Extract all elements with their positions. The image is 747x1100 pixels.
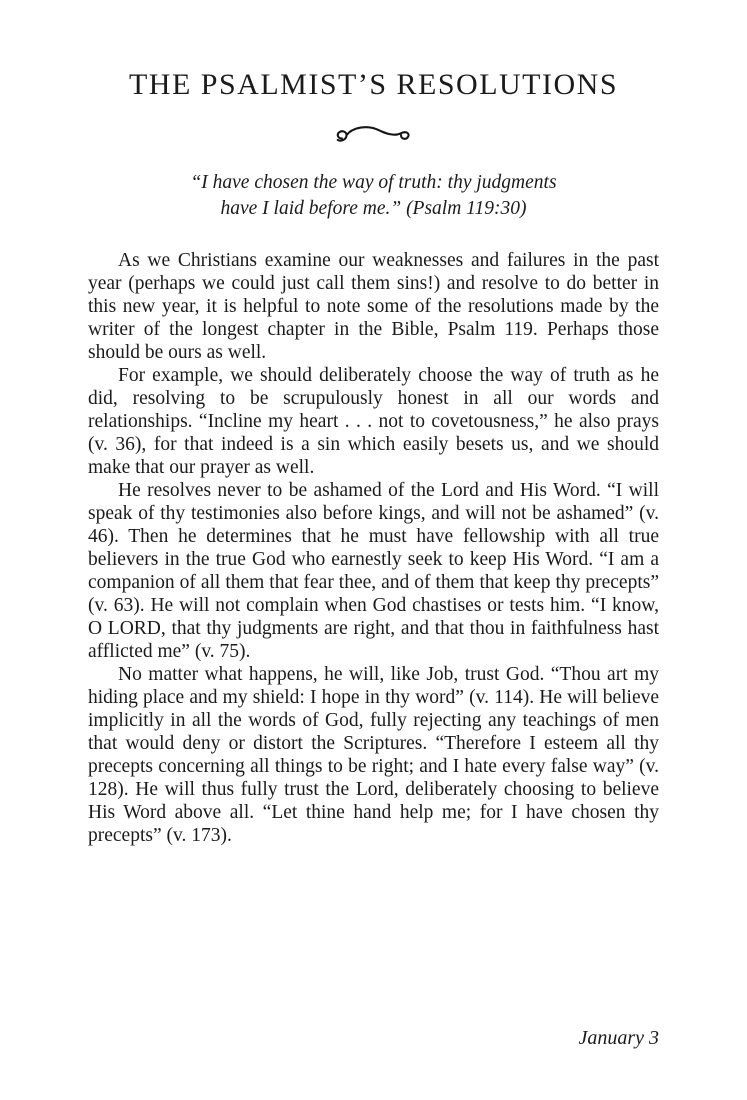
epigraph-line-1: “I have chosen the way of truth: thy judgments xyxy=(190,172,557,193)
paragraph-2: For example, we should deliberately choose the way of truth as he did, resolving to be scrupulously honest in all our words and relationships. “Incline my heart . . . not to covetousness,” he also prays (v. 36), for that indeed is a sin which easily besets us, and we should make that our prayer as well. xyxy=(88,365,659,479)
body-text xyxy=(88,249,659,847)
epigraph xyxy=(88,170,659,221)
paragraph-1: As we Christians examine our weaknesses and failures in the past year (perhaps we could just call them sins!) and resolve to do better in this new year, it is helpful to note some of the resolutions made by the writer of the longest chapter in the Bible, Psalm 119. Perhaps those should be ours as well. xyxy=(88,250,659,364)
paragraph-3: He resolves never to be ashamed of the Lord and His Word. “I will speak of thy testimonies also before kings, and will not be ashamed” (v. 46). Then he determines that he must have fellowship with all true believers in the true God who earnestly seek to keep His Word. “I am a companion of all them that fear thee, and of them that keep thy precepts” (v. 63). He will not complain when God chastises or tests him. “I know, O LORD, that thy judgments are right, and that thou in faithfulness hast afflicted me” (v. 75). xyxy=(88,480,659,663)
paragraph-4: No matter what happens, he will, like Job, trust God. “Thou art my hiding place and my shield: I hope in thy word” (v. 114). He will believe implicitly in all the words of God, fully rejecting any teachings of men that would deny or distort the Scriptures. “Therefore I esteem all thy precepts concerning all things to be right; and I hate every false way” (v. 128). He will thus fully trust the Lord, deliberately choosing to believe His Word above all. “Let thine hand help me; for I have chosen thy precepts” (v. 173). xyxy=(88,664,659,847)
epigraph-line-2: have I laid before me.” (Psalm 119:30) xyxy=(220,197,527,219)
calligraphic-flourish-icon xyxy=(335,122,413,148)
flourish-ornament xyxy=(88,122,659,148)
page-date-footer: January 3 xyxy=(578,1027,659,1049)
page-title: THE PSALMIST’S RESOLUTIONS xyxy=(128,68,619,101)
